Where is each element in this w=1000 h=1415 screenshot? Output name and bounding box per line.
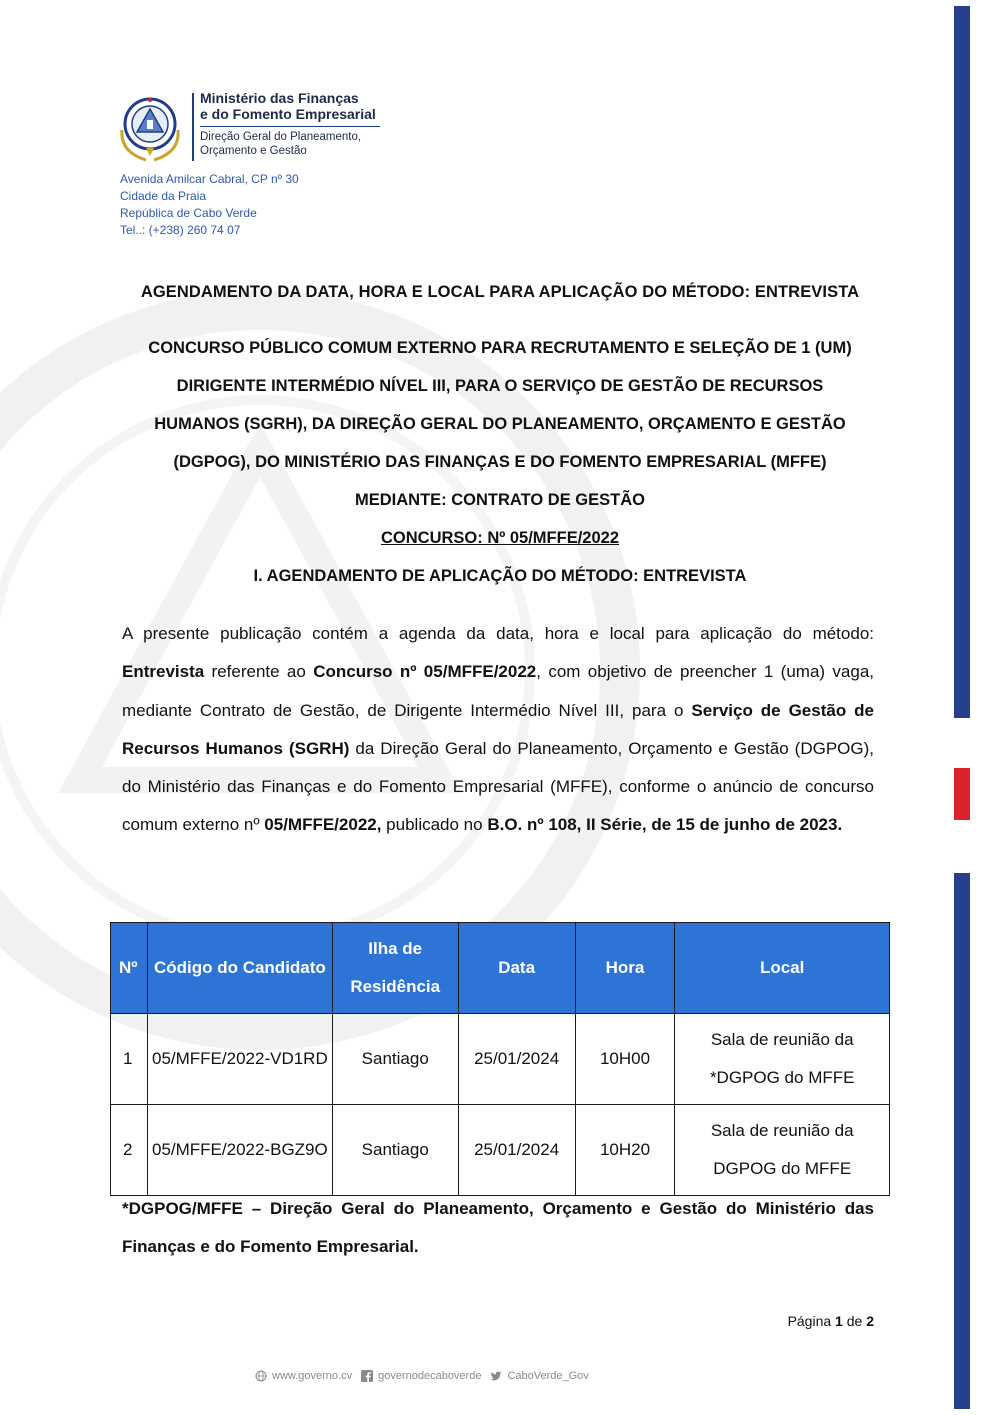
page-total: 2	[866, 1313, 874, 1329]
cell-time: 10H00	[575, 1014, 675, 1105]
page-current: 1	[835, 1313, 843, 1329]
footer-twitter[interactable]	[490, 1370, 588, 1382]
header-date: Data	[458, 923, 575, 1014]
cell-no: 1	[111, 1014, 148, 1105]
ministry-logo	[112, 90, 380, 166]
section-heading: I. AGENDAMENTO DE APLICAÇÃO DO MÉTODO: ENTREVISTA	[253, 567, 747, 585]
header-candidate-code: Código do Candidato	[147, 923, 332, 1014]
contest-number-text: CONCURSO: Nº 05/MFFE/2022	[381, 529, 619, 547]
intro-text: publicado no	[381, 815, 488, 835]
address-block	[120, 171, 299, 239]
contest-title-line: DIRIGENTE INTERMÉDIO NÍVEL III, PARA O SERVIÇO DE GESTÃO DE RECURSOS	[176, 377, 824, 395]
cell-place: Sala de reunião da DGPOG do MFFE	[675, 1105, 890, 1196]
footer-links	[255, 1370, 598, 1382]
table-header-row	[111, 923, 890, 1014]
logo-rule	[200, 126, 380, 127]
page-prefix: Página	[787, 1313, 832, 1329]
intro-text: , com objetivo de preencher 1 (uma) vaga, mediante Contrato de Gestão, de Dirigente Intermédio Nível III, para o	[122, 662, 875, 720]
footer-facebook[interactable]	[361, 1370, 481, 1382]
address-line: Tel..: (+238) 260 74 07	[120, 223, 241, 237]
contest-title-line: (DGPOG), DO MINISTÉRIO DAS FINANÇAS E DO FOMENTO EMPRESARIAL (MFFE)	[173, 453, 827, 471]
intro-bold: Concurso nº 05/MFFE/2022	[313, 662, 537, 682]
side-bar-blue-top	[954, 6, 970, 718]
intro-bold: 05/MFFE/2022,	[264, 815, 382, 835]
document-title: AGENDAMENTO DA DATA, HORA E LOCAL PARA APLICAÇÃO DO MÉTODO: ENTREVISTA	[140, 283, 860, 301]
intro-bold: Serviço de Gestão de Recursos Humanos (SGRH)	[122, 700, 874, 758]
facebook-icon	[361, 1370, 373, 1382]
footer-website[interactable]	[255, 1370, 352, 1382]
ministry-name-line2: e do Fomento Empresarial	[200, 106, 376, 122]
footnote: *DGPOG/MFFE – Direção Geral do Planeamento, Orçamento e Gestão do Ministério das Finanças e do Fomento Empresarial.	[122, 1199, 874, 1257]
cell-island: Santiago	[332, 1014, 458, 1105]
side-bar-blue-bottom	[954, 873, 970, 1409]
contest-number	[115, 519, 885, 557]
intro-text: A presente publicação contém a agenda da data, hora e local para aplicação do método:	[122, 624, 874, 643]
header-time: Hora	[575, 923, 675, 1014]
page-number	[788, 1313, 874, 1329]
address-line: Avenida Amilcar Cabral, CP nº 30	[120, 172, 299, 186]
footer-facebook-text: governodecaboverde	[378, 1370, 482, 1382]
cell-candidate-code: 05/MFFE/2022-BGZ9O	[147, 1105, 332, 1196]
page-of: de	[846, 1313, 863, 1329]
direction-name-line2: Orçamento e Gestão	[200, 145, 307, 157]
intro-bold: B.O. nº 108, II Série, de 15 de junho de 2023.	[487, 815, 843, 835]
footer-website-text: www.governo.cv	[272, 1370, 353, 1382]
cell-place: Sala de reunião da *DGPOG do MFFE	[675, 1014, 890, 1105]
header-place: Local	[675, 923, 890, 1014]
table-row	[111, 1014, 890, 1105]
direction-name-line1: Direção Geral do Planeamento,	[200, 131, 362, 143]
cell-candidate-code: 05/MFFE/2022-VD1RD	[147, 1014, 332, 1105]
ministry-name-line1: Ministério das Finanças	[200, 90, 359, 106]
cell-no: 2	[111, 1105, 148, 1196]
cell-time: 10H20	[575, 1105, 675, 1196]
twitter-icon	[490, 1370, 502, 1382]
logo-divider	[192, 93, 194, 161]
globe-icon	[255, 1370, 267, 1382]
intro-bold: Entrevista	[122, 662, 205, 682]
table-row	[111, 1105, 890, 1196]
cell-date: 25/01/2024	[458, 1014, 575, 1105]
intro-text: referente ao	[204, 662, 314, 682]
national-seal-icon	[112, 90, 188, 166]
header-island: Ilha de Residência	[332, 923, 458, 1014]
address-line: Cidade da Praia	[120, 189, 207, 203]
intro-paragraph	[122, 615, 874, 845]
cell-island: Santiago	[332, 1105, 458, 1196]
contest-title-line: HUMANOS (SGRH), DA DIREÇÃO GERAL DO PLANEAMENTO, ORÇAMENTO E GESTÃO	[154, 415, 846, 433]
contest-mode: MEDIANTE: CONTRATO DE GESTÃO	[355, 491, 645, 509]
cell-date: 25/01/2024	[458, 1105, 575, 1196]
contest-title	[115, 329, 885, 595]
footer-twitter-text: CaboVerde_Gov	[507, 1370, 589, 1382]
interview-schedule-table	[110, 922, 890, 1196]
intro-text: da Direção Geral do Planeamento, Orçamento e Gestão (DGPOG), do Ministério das Finanças e do Fomento Empresarial (MFFE), conforme o anúncio de concurso comum externo nº	[122, 738, 874, 835]
side-bar-red	[954, 768, 970, 820]
contest-title-line: CONCURSO PÚBLICO COMUM EXTERNO PARA RECRUTAMENTO E SELEÇÃO DE 1 (UM)	[148, 339, 852, 357]
header-no: Nº	[111, 923, 148, 1014]
address-line: República de Cabo Verde	[120, 206, 257, 220]
